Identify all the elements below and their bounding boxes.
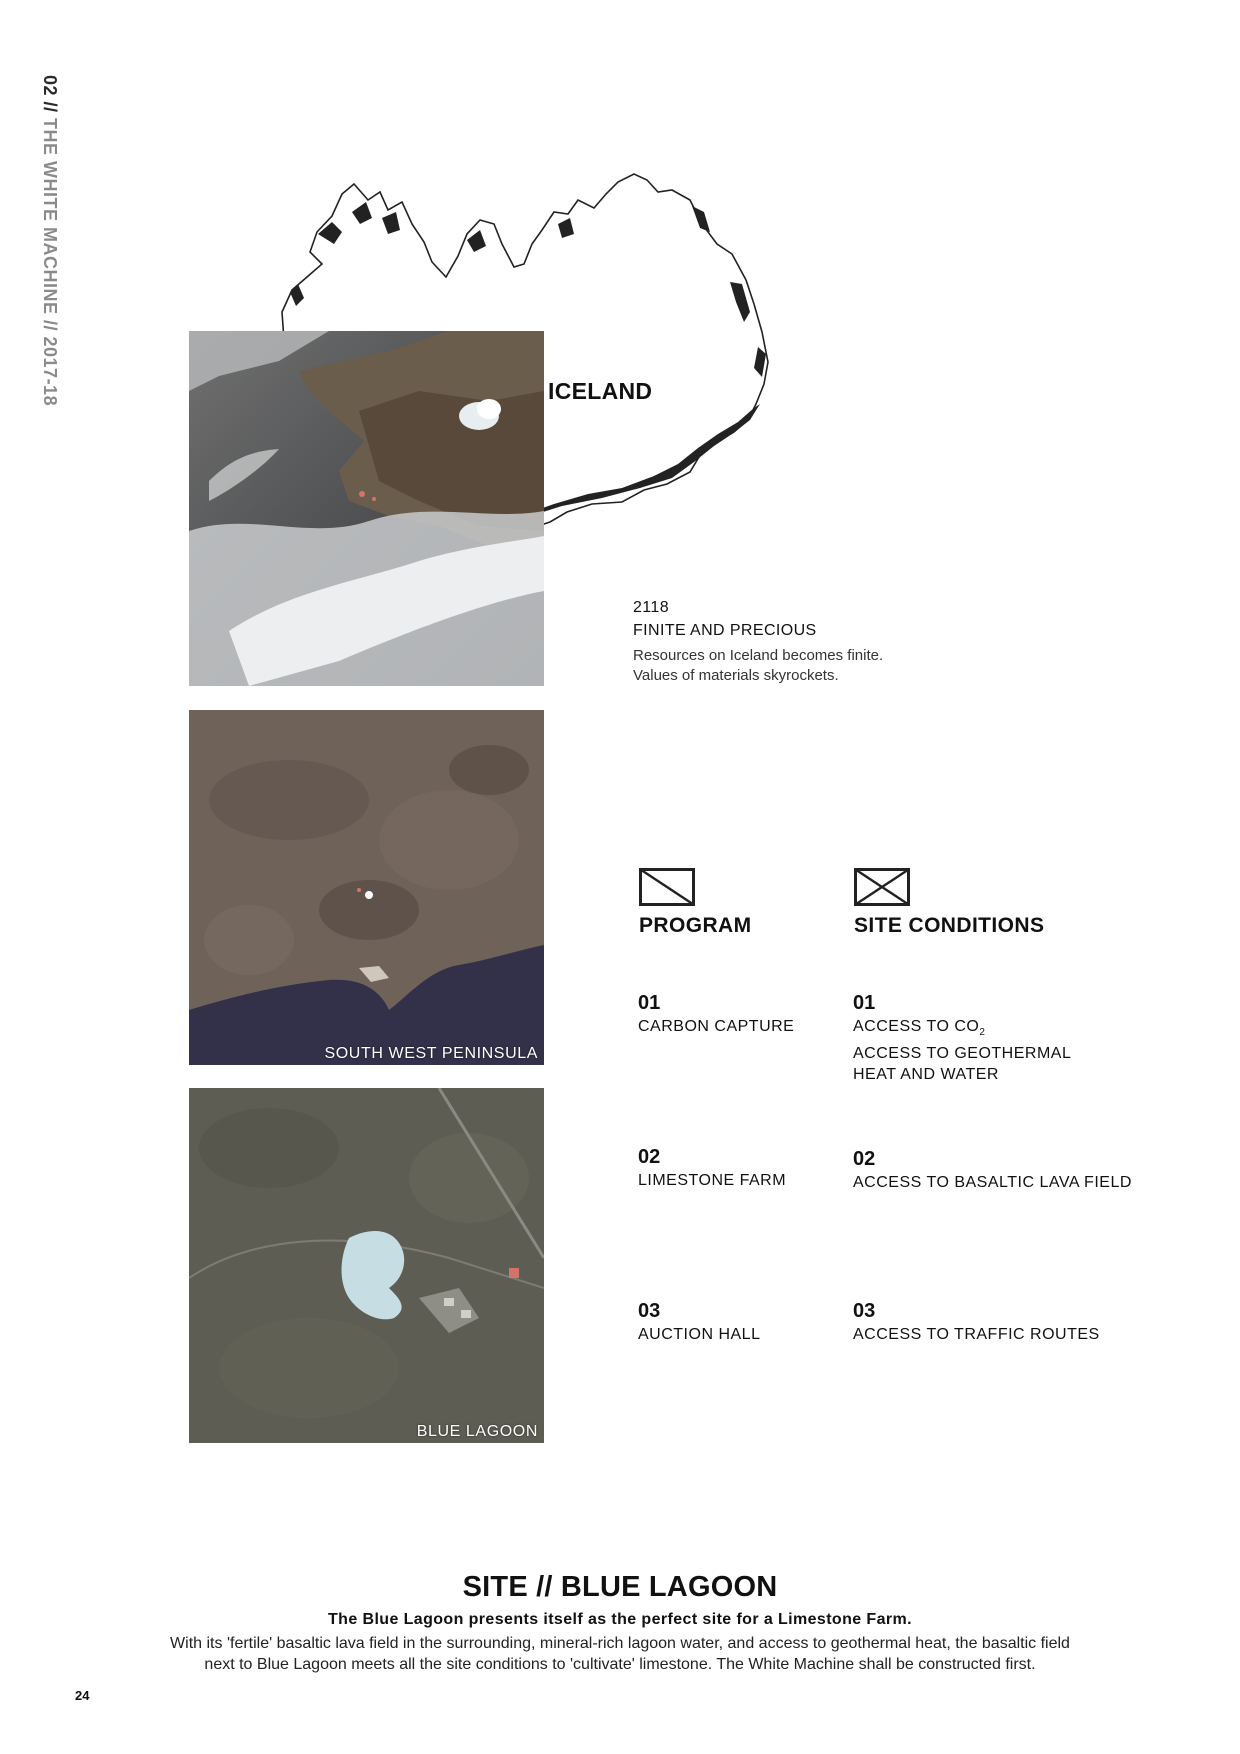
program-item-label: AUCTION HALL (638, 1326, 761, 1343)
site-condition-label: ACCESS TO TRAFFIC ROUTES (853, 1326, 1100, 1343)
side-header (39, 75, 60, 406)
scenario-line-2: Values of materials skyrockets. (633, 667, 839, 684)
scenario-year: 2118 (633, 599, 670, 616)
satellite-iceland-southwest (189, 331, 544, 686)
box-diagonal-icon (639, 868, 695, 906)
site-condition-label-main: ACCESS TO CO (853, 1018, 980, 1035)
side-header-text: THE WHITE MACHINE // 2017-18 (40, 118, 60, 407)
page-number: 24 (75, 1688, 90, 1703)
site-condition-number: 03 (853, 1300, 876, 1322)
site-condition-label: ACCESS TO BASALTIC LAVA FIELD (853, 1174, 1132, 1191)
site-condition-number: 02 (853, 1148, 876, 1170)
map-label: ICELAND (548, 378, 653, 404)
program-item-number: 01 (638, 992, 661, 1014)
site-condition-label-extra: ACCESS TO GEOTHERMAL HEAT AND WATER (853, 1045, 1071, 1083)
program-item-label: CARBON CAPTURE (638, 1018, 795, 1035)
section-title: SITE // BLUE LAGOON (462, 1571, 778, 1603)
site-condition-number: 01 (853, 992, 876, 1014)
site-conditions-title: SITE CONDITIONS (854, 914, 1045, 937)
side-header-prefix: 02 // (40, 75, 60, 119)
image-label: SOUTH WEST PENINSULA (324, 1045, 538, 1062)
program-item-label: LIMESTONE FARM (638, 1172, 787, 1189)
site-condition-label-subscript: 2 (979, 1027, 986, 1039)
program-item-number: 02 (638, 1146, 661, 1168)
satellite-south-west-peninsula (189, 710, 544, 1065)
site-condition-label (853, 1016, 985, 1043)
program-title: PROGRAM (639, 914, 752, 937)
box-cross-icon (854, 868, 910, 906)
satellite-blue-lagoon (189, 1088, 544, 1443)
section-body: With its 'fertile' basaltic lava field in the surrounding, mineral-rich lagoon water, and access to geothermal heat, the basaltic field next to Blue Lagoon meets all the site conditions to 'cultivate' limestone. The White Machine shall be constructed first. (170, 1635, 1070, 1673)
image-label: BLUE LAGOON (416, 1423, 538, 1440)
scenario-title: FINITE AND PRECIOUS (633, 622, 817, 639)
program-item-number: 03 (638, 1300, 661, 1322)
section-subtitle: The Blue Lagoon presents itself as the perfect site for a Limestone Farm. (328, 1611, 912, 1628)
scenario-line-1: Resources on Iceland becomes finite. (633, 647, 884, 664)
